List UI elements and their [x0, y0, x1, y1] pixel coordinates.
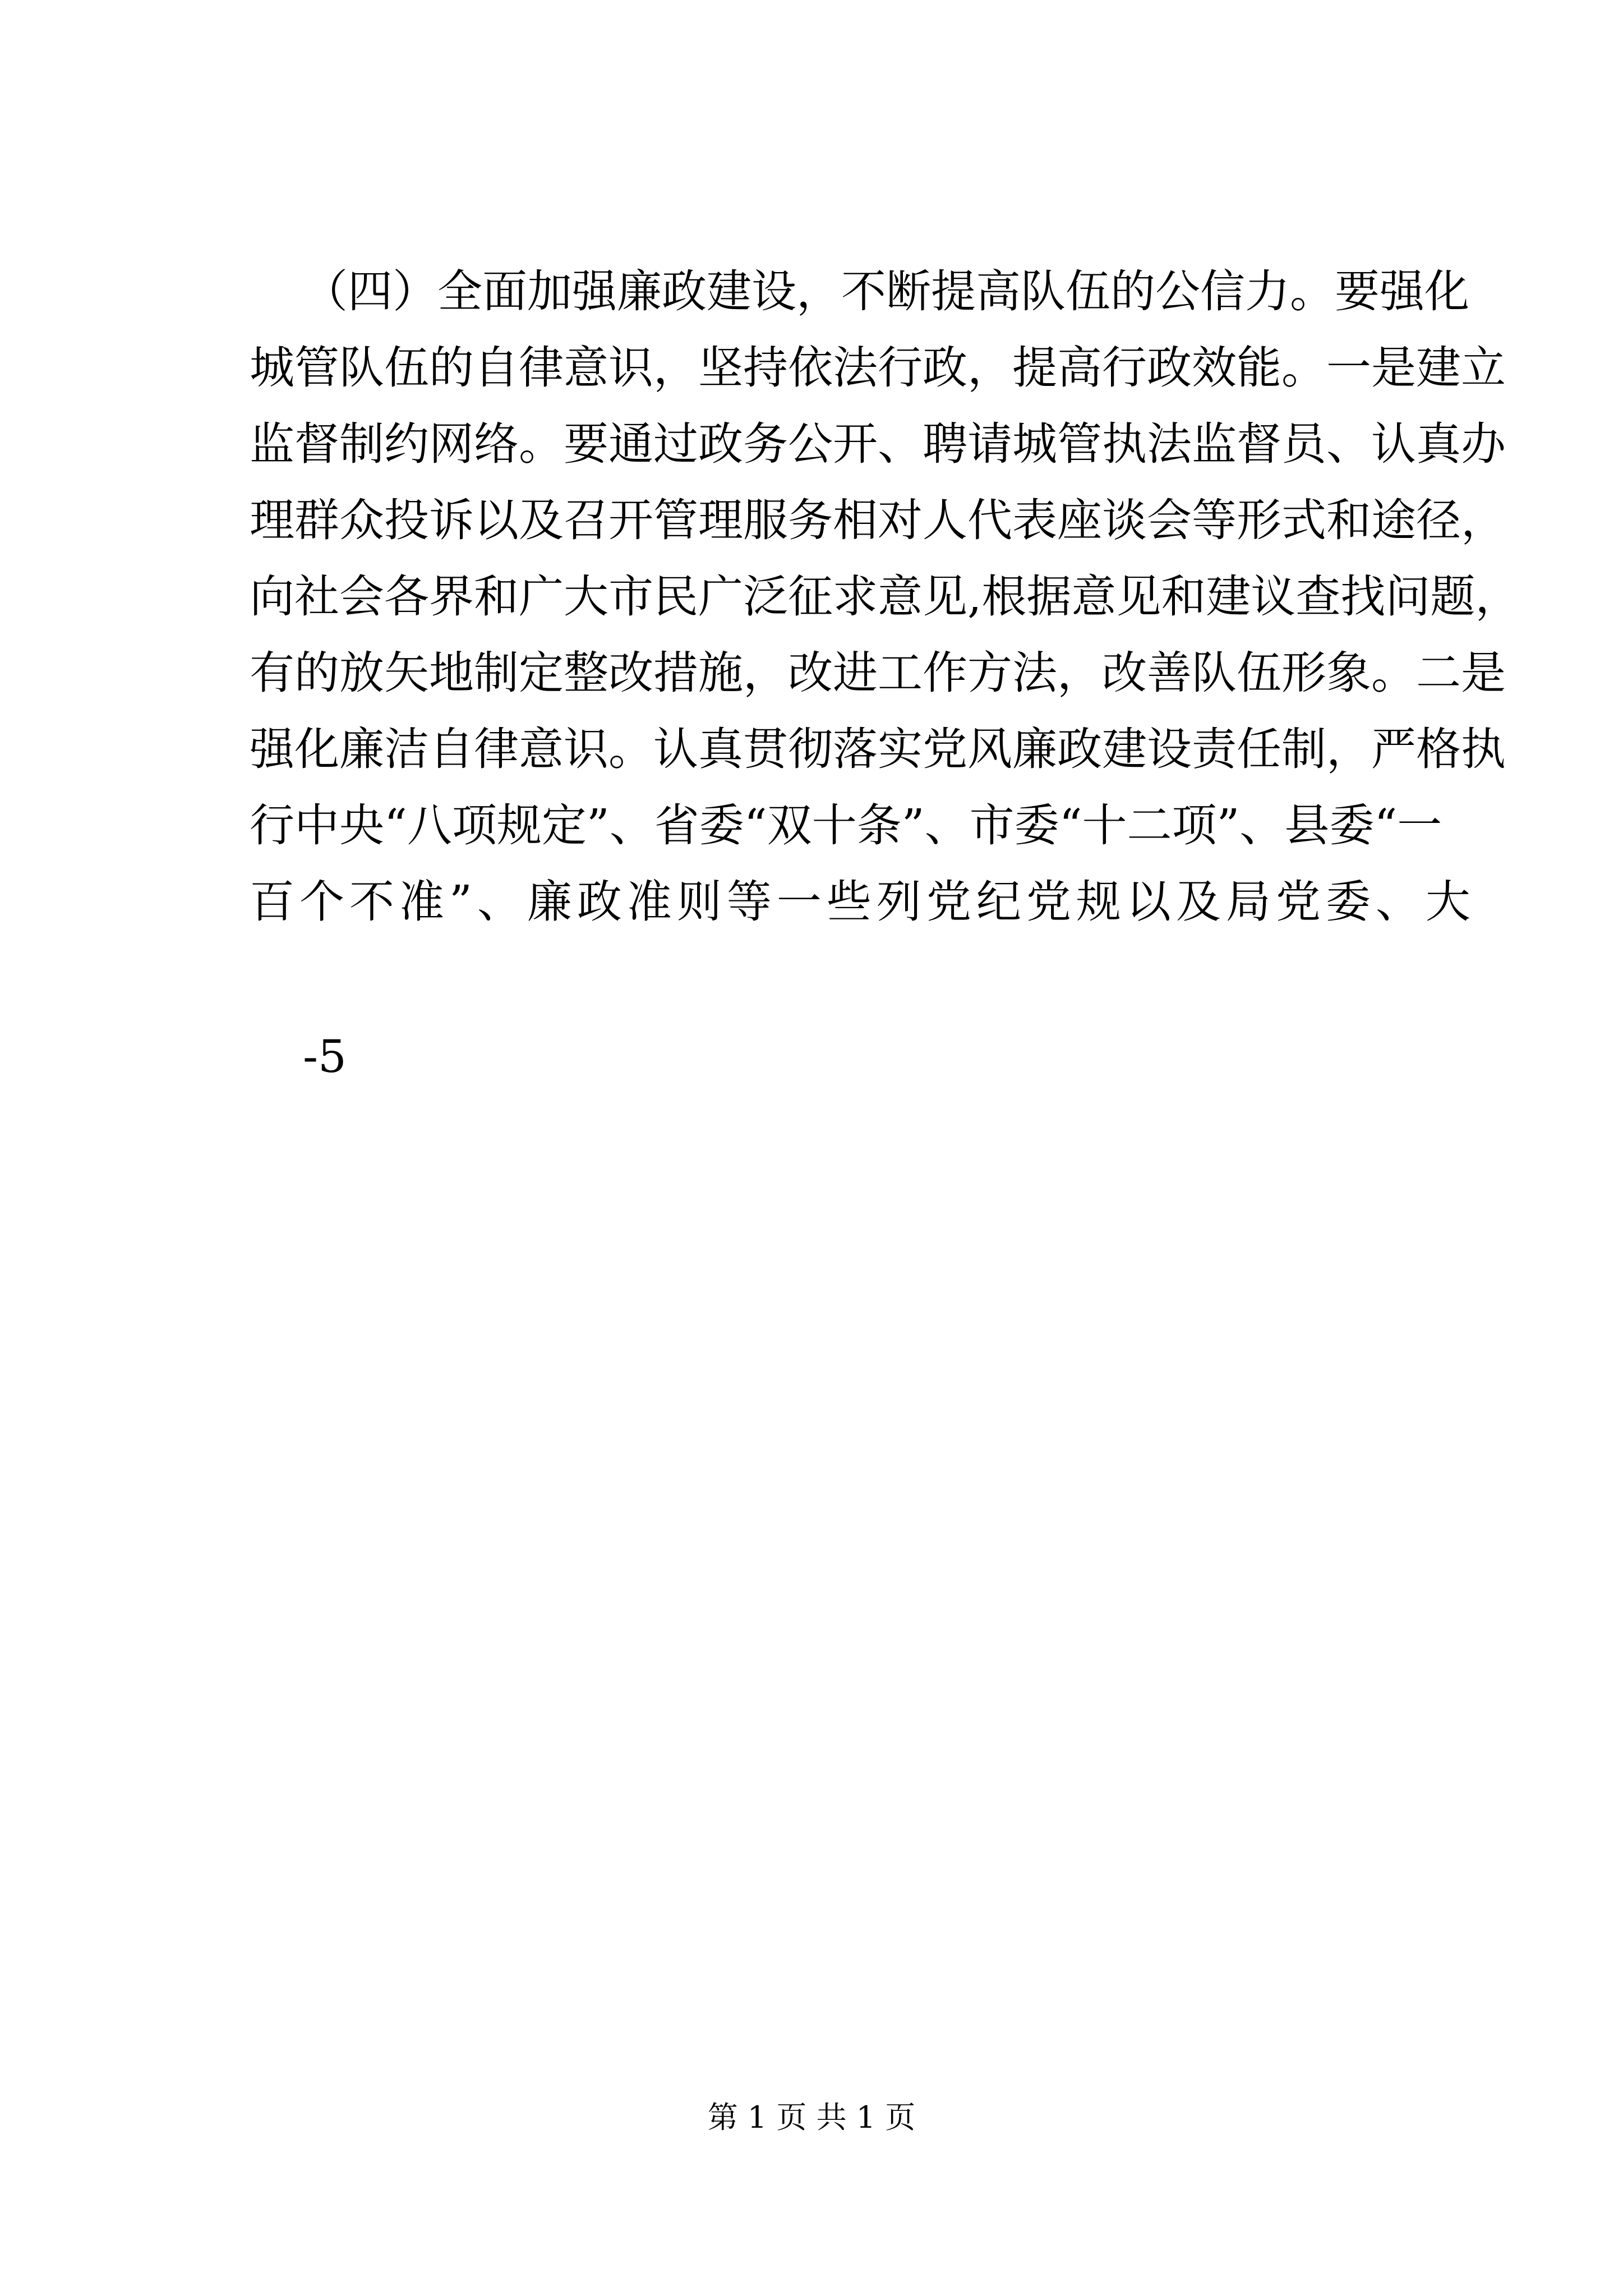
paragraph-line: （四）全面加强廉政建设，不断提高队伍的公信力。要强化 — [303, 265, 1469, 318]
page-number-mark: -5 — [303, 1030, 347, 1083]
body-paragraph — [250, 254, 1520, 940]
paragraph-line: 行中央“八项规定”、省委“双十条”、市委“十二项”、县委“一 — [250, 799, 1442, 852]
paragraph-line: 城管队伍的自律意识，坚持依法行政，提高行政效能。一是建立 — [250, 342, 1506, 394]
paragraph-line: 理群众投诉以及召开管理服务相对人代表座谈会等形式和途径， — [250, 494, 1506, 546]
paragraph-line: 有的放矢地制定整改措施，改进工作方法，改善队伍形象。二是 — [250, 647, 1506, 699]
page-footer: 第 1 页 共 1 页 — [707, 2100, 916, 2135]
paragraph-line: 向社会各界和广大市民广泛征求意见,根据意见和建议查找问题， — [250, 570, 1520, 623]
paragraph-line: 强化廉洁自律意识。认真贯彻落实党风廉政建设责任制，严格执 — [250, 723, 1506, 775]
paragraph-line: 百个不准”、廉政准则等一些列党纪党规以及局党委、大 — [250, 876, 1476, 928]
paragraph-line: 监督制约网络。要通过政务公开、聘请城管执法监督员、认真办 — [250, 418, 1506, 470]
